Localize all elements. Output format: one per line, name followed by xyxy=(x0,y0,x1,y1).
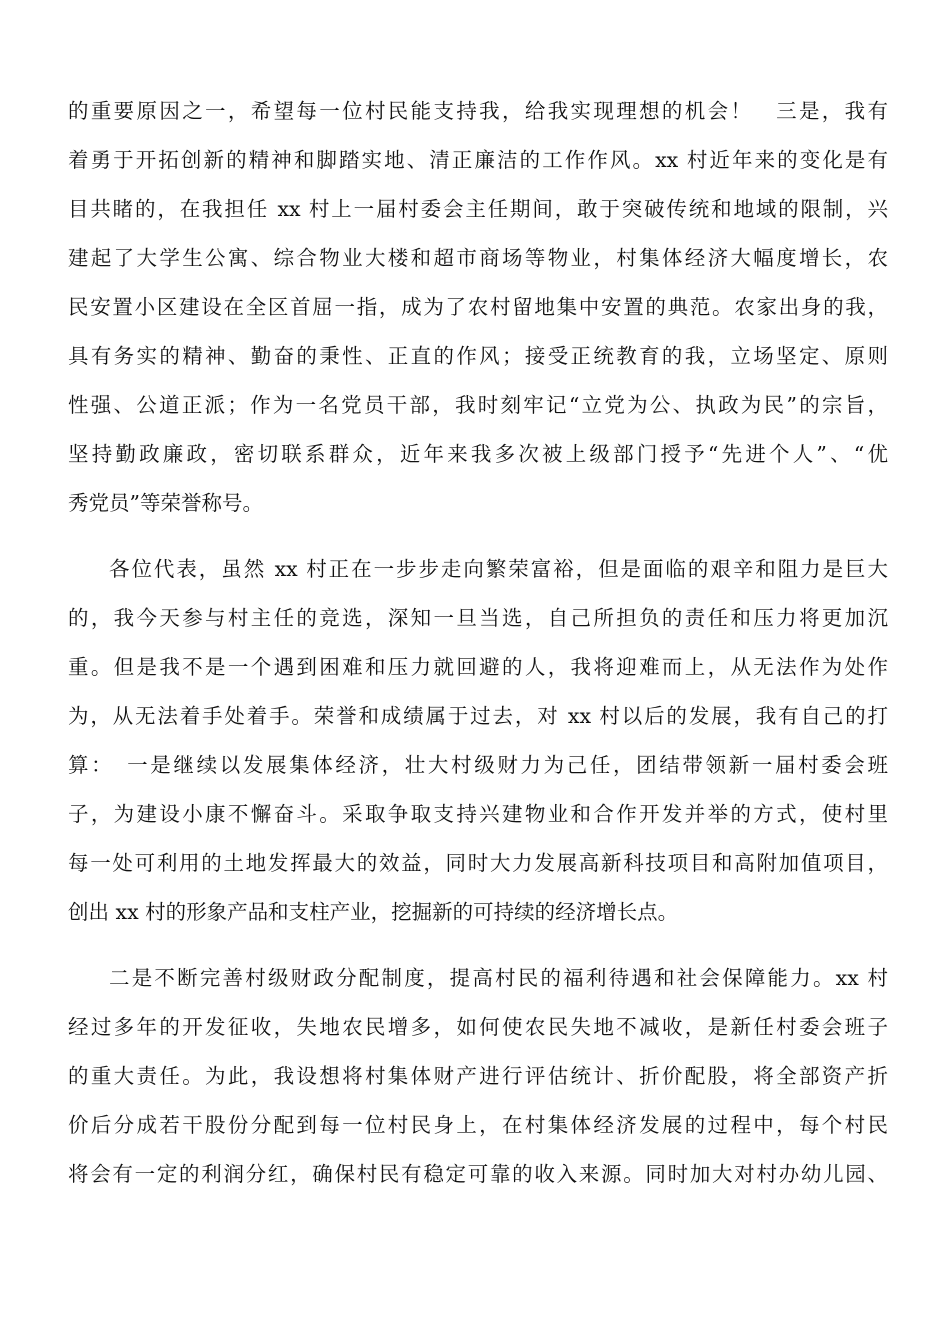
text-line: 为，从无法着手处着手。荣誉和成绩属于过去，对 xx 村以后的发展，我有自己的打 xyxy=(68,704,888,728)
text-line: 的，我今天参与村主任的竞选，深知一旦当选，自己所担负的责任和压力将更加沉 xyxy=(68,606,888,630)
text-line: 坚持勤政廉政，密切联系群众，近年来我多次被上级部门授予“先进个人”、“优 xyxy=(68,442,888,466)
text-line: 将会有一定的利润分红，确保村民有稳定可靠的收入来源。同时加大对村办幼儿园、 xyxy=(68,1162,888,1186)
text-line: 算： 一是继续以发展集体经济，壮大村级财力为己任，团结带领新一届村委会班 xyxy=(68,753,888,777)
text-line: 性强、公道正派；作为一名党员干部，我时刻牢记“立党为公、执政为民”的宗旨， xyxy=(68,393,888,417)
text-line: 民安置小区建设在全区首屈一指，成为了农村留地集中安置的典范。农家出身的我， xyxy=(68,295,888,319)
paragraph-first-line: 各位代表，虽然 xx 村正在一步步走向繁荣富裕，但是面临的艰辛和阻力是巨大 xyxy=(109,557,888,581)
paragraph-first-line: 二是不断完善村级财政分配制度，提高村民的福利待遇和社会保障能力。xx 村 xyxy=(109,966,888,990)
text-line: 着勇于开拓创新的精神和脚踏实地、清正廉洁的工作作风。xx 村近年来的变化是有 xyxy=(68,148,888,172)
text-line: 的重大责任。为此，我设想将村集体财产进行评估统计、折价配股，将全部资产折 xyxy=(68,1064,888,1088)
text-line: 创出 xx 村的形象产品和支柱产业，挖掘新的可持续的经济增长点。 xyxy=(68,900,679,924)
text-line: 的重要原因之一，希望每一位村民能支持我，给我实现理想的机会！ 三是，我有 xyxy=(68,99,888,123)
text-line: 秀党员”等荣誉称号。 xyxy=(68,491,263,515)
text-line: 建起了大学生公寓、综合物业大楼和超市商场等物业，村集体经济大幅度增长，农 xyxy=(68,246,888,270)
text-line: 每一处可利用的土地发挥最大的效益，同时大力发展高新科技项目和高附加值项目， xyxy=(68,851,888,875)
text-line: 经过多年的开发征收，失地农民增多，如何使农民失地不减收，是新任村委会班子 xyxy=(68,1015,888,1039)
text-line: 价后分成若干股份分配到每一位村民身上，在村集体经济发展的过程中，每个村民 xyxy=(68,1113,888,1137)
text-line: 子，为建设小康不懈奋斗。采取争取支持兴建物业和合作开发并举的方式，使村里 xyxy=(68,802,888,826)
text-line: 目共睹的，在我担任 xx 村上一届村委会主任期间，敢于突破传统和地域的限制，兴 xyxy=(68,197,888,221)
text-line: 重。但是我不是一个遇到困难和压力就回避的人，我将迎难而上，从无法作为处作 xyxy=(68,655,888,679)
text-line: 具有务实的精神、勤奋的秉性、正直的作风；接受正统教育的我，立场坚定、原则 xyxy=(68,344,888,368)
